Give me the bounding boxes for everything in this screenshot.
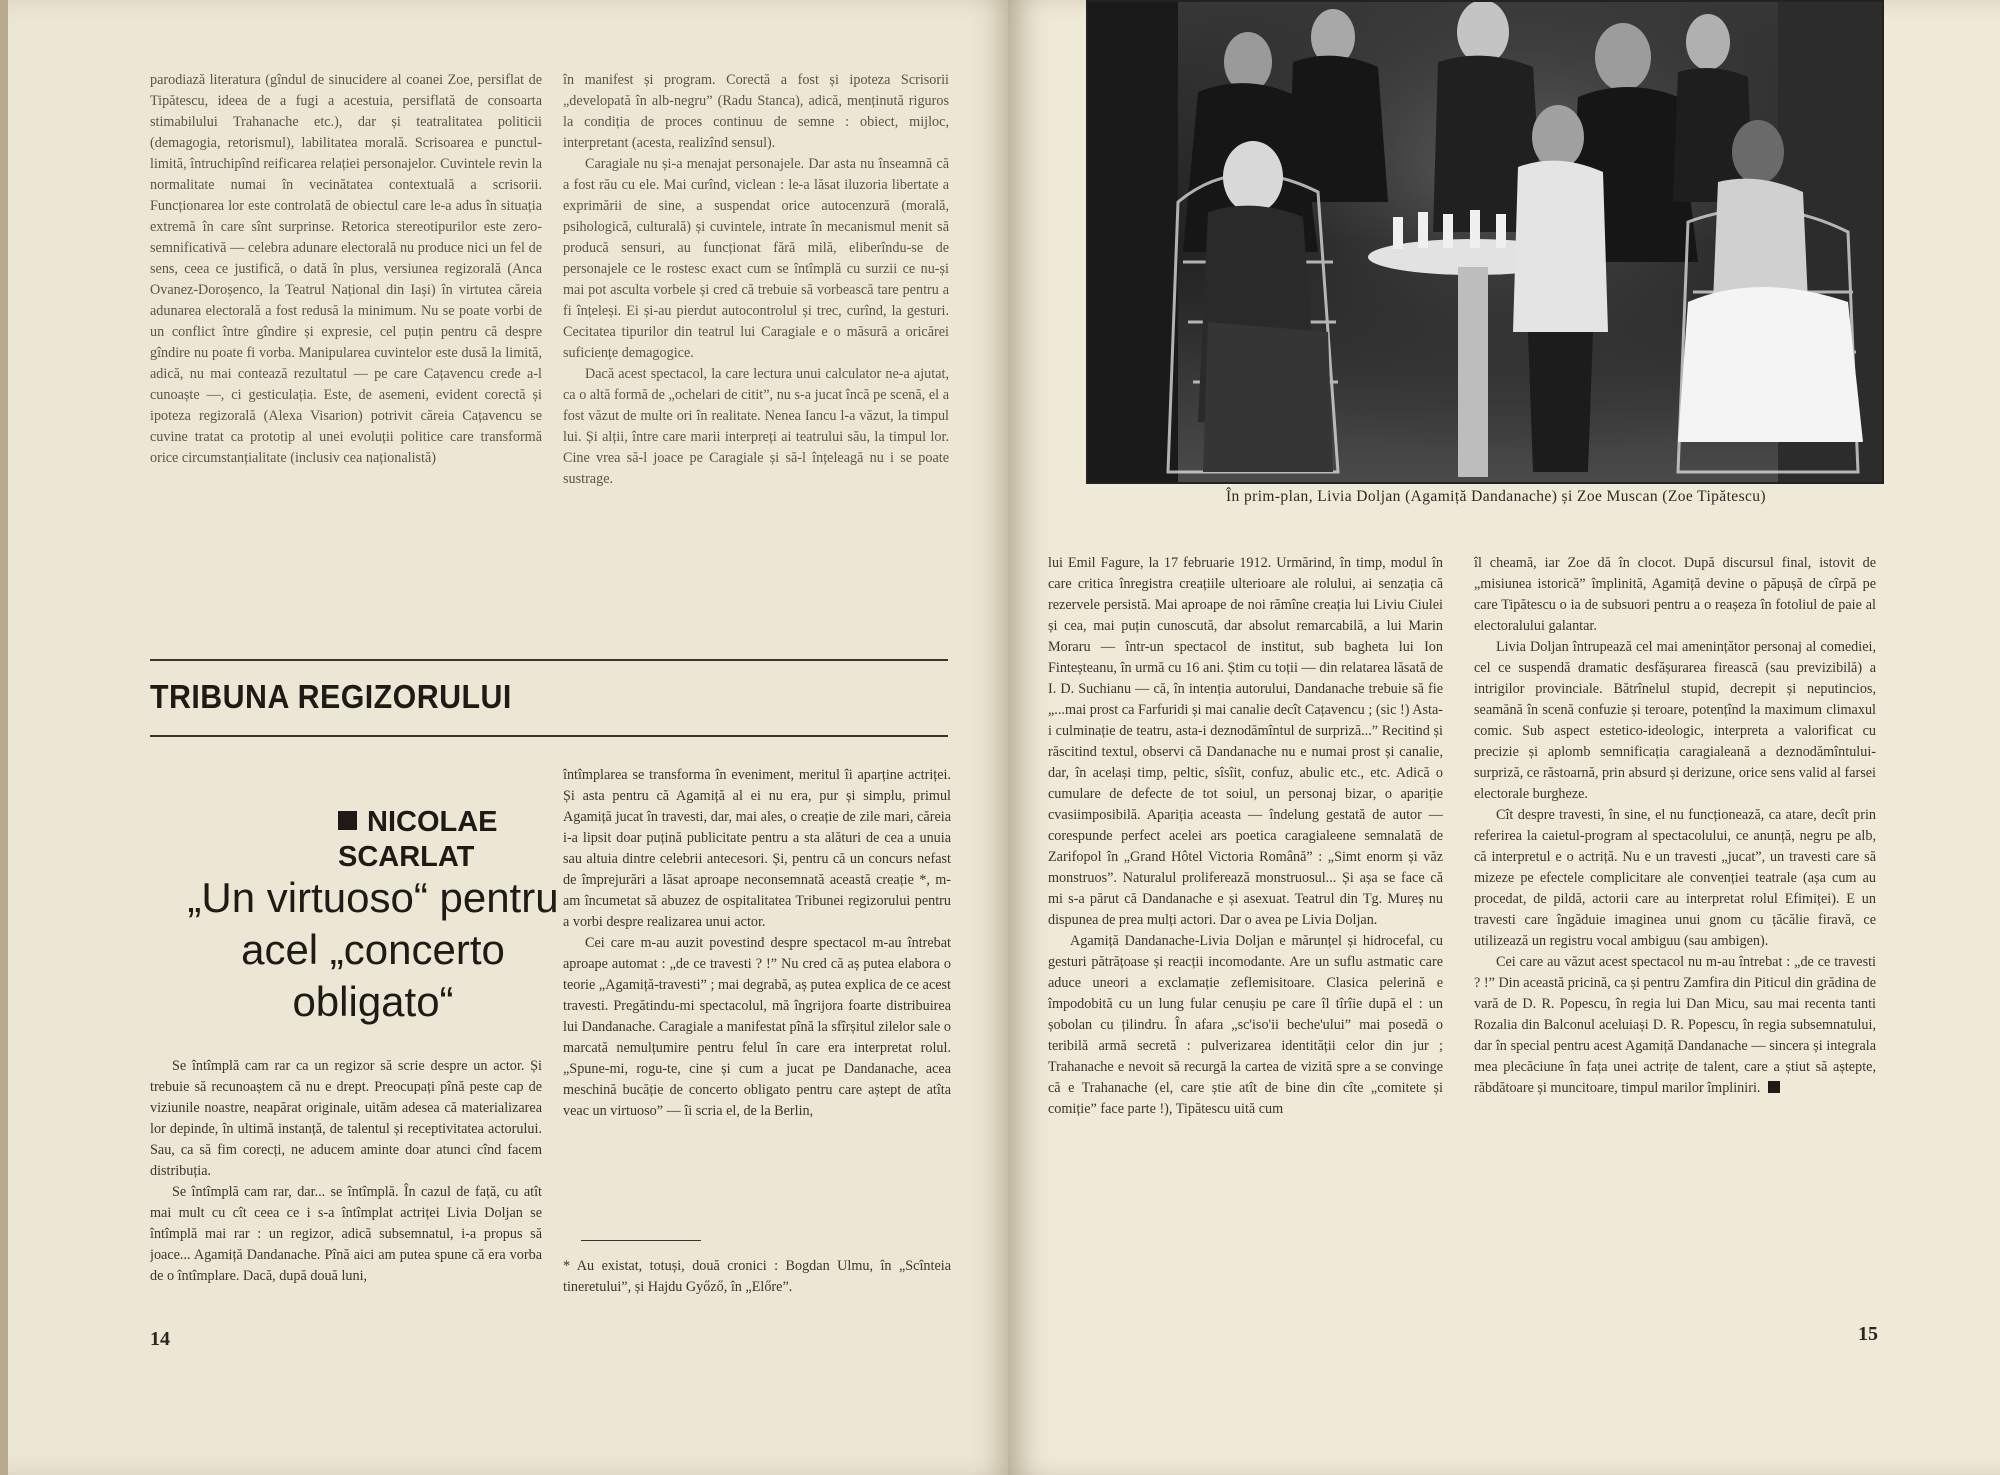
paragraph: Cei care m-au auzit povestind despre spectacol m-au întrebat aproape automat : „de ce travesti ? !” Nu cred că aș putea elabora o teorie „Agamiță-travesti” ; mai degrabă, aș putea explica de ce acest travesti. Pregătindu-mi spectacolul, mă îngrijora foarte distribuirea lui Dandanache. Caragiale a manifestat pînă la sfîrșitul zilelor sale o marcată nemulțumire pentru felul în care era interpretat rolul. „Spune-mi, rogu-te, cine și cum a jucat pe Dandanache, acea meschină bucăție de concerto obligato pentru care aștept de atîta veac un virtuoso” — îi scria el, de la Berlin, — [563, 935, 951, 1119]
paragraph: în manifest și program. Corectă a fost și ipoteza Scrisorii „developată în alb-negru” (Radu Stanca), adică, menținută riguros la condiția de proces continuu de semne : obiect, mijloc, interpretant (acesta, realizînd sensul). — [563, 72, 949, 151]
paragraph: Cît despre travesti, în sine, el nu funcționează, ca atare, decît prin referirea la caietul-program al spectacolului, ce anunță, negru pe alb, că interpretul e o actriță. Nu e un travesti „jucat”, un travesti care să mizeze pe efectele complicitare ale convenției teatrale (așa cum au procedat, de pildă, actorii care au interpretat rolul Efimiței). E un travesti care îngăduie imaginea unui gnom cu țăcălie firavă, ce utilizează un registru vocal ambiguu (sau ambigen). — [1474, 807, 1876, 949]
article-headline: „Un virtuoso“ pentru acel „concerto obligato“ — [187, 874, 559, 1025]
left-col1-top-text — [150, 70, 542, 585]
right-page — [1008, 0, 2000, 1475]
paragraph: Agamiță Dandanache-Livia Doljan e mărunțel și hidrocefal, cu gesturi pătrățoase și reacții incomodante. Are un suflu astmatic care aduce uneori a exclamație zeflemisitoare. Clasica pelerină e împodobită cu un lung fular cenușiu pe care îl tîrîie după el : un șobolan cu țilindru. În afara „sc'iso'ii beche'ului” mai posedă o teribilă armă secretă : pulverizarea identității celor din jur ; Trahanache e nevoit să recurgă la cartea de vizită spre a se convinge că e Trahanache (el, care știe atît de bine din cîte „comitete și comiție” face parte !), Tipătescu uită cum — [1048, 933, 1443, 1117]
left-col2-article-text — [563, 765, 951, 1235]
section-rule-top — [150, 659, 948, 661]
paragraph: Se întîmplă cam rar ca un regizor să scrie despre un actor. Și trebuie să recunoaștem că nu e drept. Preocupați pînă peste cap de viziunile noastre, neapărat originale, uităm adesea că materializarea lor depinde, în ultimă instanță, de talentul și receptivitatea actorului. Sau, ca să fim corecți, ne aducem aminte doar atunci cînd facem distribuția. — [150, 1058, 542, 1179]
bullet-square-icon — [338, 811, 357, 830]
paragraph — [1474, 952, 1876, 1099]
section-rule-bottom — [150, 735, 948, 737]
paragraph: Dacă acest spectacol, la care lectura unui calculator ne-a ajutat, ca o altă formă de „ochelari de citit”, nu s-a jucat încă pe scenă, el a fost văzut de multe ori în realitate. Nenea Iancu l-a văzut, la timpul lui. Și alții, între care marii interpreți ai teatrului său, la timpul lor. Cine vrea să-l joace pe Caragiale și să-l înțeleagă nu i se poate sustrage. — [563, 366, 949, 487]
paragraph: parodiază literatura (gîndul de sinucidere al coanei Zoe, persiflat de Tipătescu, ideea de a fugi a acestuia, persiflată de consoarta stimabilului Trahanache etc.), dar și teatralitatea politicii (demagogia, retorismul), labilitatea morală. Scrisoarea e punctul-limită, întruchipînd reificarea relației personajelor. Cuvintele revin la normalitate numai în vecinătatea contextuală a scrisorii. Funcționarea lor este controlată de obiectul care le-a adus în situația extremă în care sînt surprinse. Retorica stereotipurilor este zero-semnificativă — celebra adunare electorală nu produce nici un fel de sens, ceea ce justifică, o dată în plus, versiunea regizorală (Anca Ovanez-Doroșenco, la Teatrul Național din Iași) în virtutea căreia adunarea electorală a fost redusă la minimum. Nu se poate vorbi de un conflict între gîndire și expresie, cel puțin pentru că despre gîndire nu poate fi vorba. Manipularea cuvintelor este dusă la limită, adică, nu mai contează rezultatul — pe care Cațavencu crede a-l cunoaște —, ci gesticulația. Este, de asemeni, evident corectă și ipoteza regizorală (Alexa Visarion) potrivit căreia Cațavencu se cuvine tratat ca prototip al unei evoluții politice care transformă orice circumstanțialitate (inclusiv cea naționalistă) — [150, 72, 542, 466]
section-title: TRIBUNA REGIZORULUI — [150, 678, 512, 715]
paragraph-text: Cei care au văzut acest spectacol nu m-au întrebat : „de ce travesti ? !” Din această pricină, ca și pentru Zamfira din Piticul din grădina de vară de D. R. Popescu, în regia lui Dan Micu, sau mai recenta tanti Rozalia din Balconul aceluiași D. R. Popescu, în regia subsemnatului, dar în special pentru acest Agamiță Dandanache — sincera și integrala mea plecăciune în fața unei actrițe de talent, care a știut să aștepte, răbdătoare și muncitoare, timpul marilor împliniri. — [1474, 954, 1876, 1096]
footnote — [563, 1256, 951, 1298]
paragraph: Se întîmplă cam rar, dar... se întîmplă. În cazul de față, cu atît mai mult cu cît ceea ce i s-a întîmplat actriței Livia Doljan se întîmplă mai rar : un regizor, adică subsemnatul, i-a propus să joace... Agamiță Dandanache. Pînă aici am putea spune că era vorba de o întîmplare. Dacă, după două luni, — [150, 1184, 542, 1284]
author-text: NICOLAE SCARLAT — [338, 806, 498, 873]
right-col1-text — [1048, 553, 1443, 1343]
paragraph: lui Emil Fagure, la 17 februarie 1912. Urmărind, în timp, modul în care critica înregistra creațiile ulterioare ale rolului, ai senzația că rezervele persistă. Mai aproape de noi rămîne creația lui Liviu Ciulei și cea, mai puțin cunoscută, dar absolut remarcabilă, a lui Marin Moraru — într-un spectacol de institut, sub bagheta lui Ion Finteșteanu, în urmă cu 16 ani. Știm cu toții — din relatarea lăsată de I. D. Suchianu — că, în intenția autorului, Dandanache trebuie să fie „...mai prost ca Farfuridi și mai canalie decît Cațavencu ; (sic !) Asta-i culminație de teatru, asta-i deznodămîntul de surpriză...” Recitind și răscitind textul, observi că Dandanache nu e numai prost și canalie, dar, în același timp, peltic, sîsîit, confuz, abulic etc., etc. Adică o cumulare de defecte de tot soiul, un personaj bizar, o apariție cvasiimposibilă. Apariția aceasta — îndelung gestată de autor — corespunde perfect acelei ars poetica caragialeene semnalată de Zarifopol în „Grand Hôtel Victoria Română” : „Simt enorm și văz monstruos”. Naturalul proliferează monstruosul... Și așa se face că mi s-a părut că Dandanache e și asexuat. Teatrul din Tg. Mureș nu dispunea de prea mulți actori. Dar o avea pe Livia Doljan. — [1048, 555, 1443, 928]
right-col2-text — [1474, 553, 1876, 1343]
paragraph: Livia Doljan întrupează cel mai amenințător personaj al comediei, cel ce suspendă dramatic desfășurarea firească (sau previzibilă) a intrigilor provinciale. Bătrînelul stupid, decrepit și neputincios, seamănă în scenă confuzie și teroare, potențînd la maximum climaxul comic. Sub aspect estetico-ideologic, interpreta a valorificat cu precizie și aplomb semnificația caragialeană a deznodămîntului-surpriză, ce răstoarnă, prin absurd și derizune, orice sens valid al farsei electorale burgheze. — [1474, 639, 1876, 802]
paragraph: întîmplarea se transforma în eveniment, meritul îi aparține actriței. Și asta pentru că Agamiță al ei nu era, pur și simplu, primul Agamiță jucat în travesti, dar, mai ales, o creație de zile mari, căreia i-a lipsit doar puțină publicitate pentru a sta alături de cea a unuia sau altuia dintre celebrii antecesori. Și, pentru că un concurs nefast de împrejurări a lăsat aproape neconsemnată această creație *, m-am încumetat să abuzez de ospitalitatea Tribunei regizorului pentru a vorbi despre realizarea unui actor. — [563, 767, 951, 930]
left-page — [8, 0, 1008, 1475]
footnote-rule — [581, 1240, 701, 1241]
left-col1-article-text — [150, 1056, 542, 1326]
paragraph: Caragiale nu și-a menajat personajele. Dar asta nu înseamnă că a fost rău cu ele. Mai curînd, viclean : le-a lăsat iluzoria libertate a exprimării de sine, a suspendat orice autocenzură (morală, psihologică, culturală) și cuvintele, intrate în mecanismul menit să producă sensuri, au funcționat fără milă, eliberîndu-se de personajele ce le rostesc exact cum se întîmplă cu surzii ce nu-și mai pot asculta vorbele și cred că trebuie să vorbească tare pentru a fi înțeleși. Ei și-au pierdut autocontrolul și trec, curînd, la gesturi. Cecitatea tipurilor din teatrul lui Caragiale e o măsură a oricărei suficiențe demagogice. — [563, 156, 949, 361]
author-name — [338, 805, 588, 875]
end-mark-icon — [1768, 1081, 1780, 1093]
page-number-right: 15 — [1858, 1323, 1878, 1345]
stage-photo — [1086, 0, 1884, 484]
left-col2-top-text — [563, 70, 949, 585]
footnote-text: * Au existat, totuși, două cronici : Bogdan Ulmu, în „Scînteia tineretului”, și Hajdu Győző, în „Előre”. — [563, 1258, 951, 1295]
paragraph: îl cheamă, iar Zoe dă în clocot. După discursul final, istovit de „misiunea istorică” împlinită, Agamiță devine o păpușă de cîrpă pe care Tipătescu o ia de subsuori pentru a o reașeza în fotoliul de paie al electoralului galantar. — [1474, 555, 1876, 634]
page-number-left: 14 — [150, 1328, 170, 1350]
photo-caption: În prim-plan, Livia Doljan (Agamiță Dandanache) și Zoe Muscan (Zoe Tipătescu) — [1226, 488, 1766, 505]
